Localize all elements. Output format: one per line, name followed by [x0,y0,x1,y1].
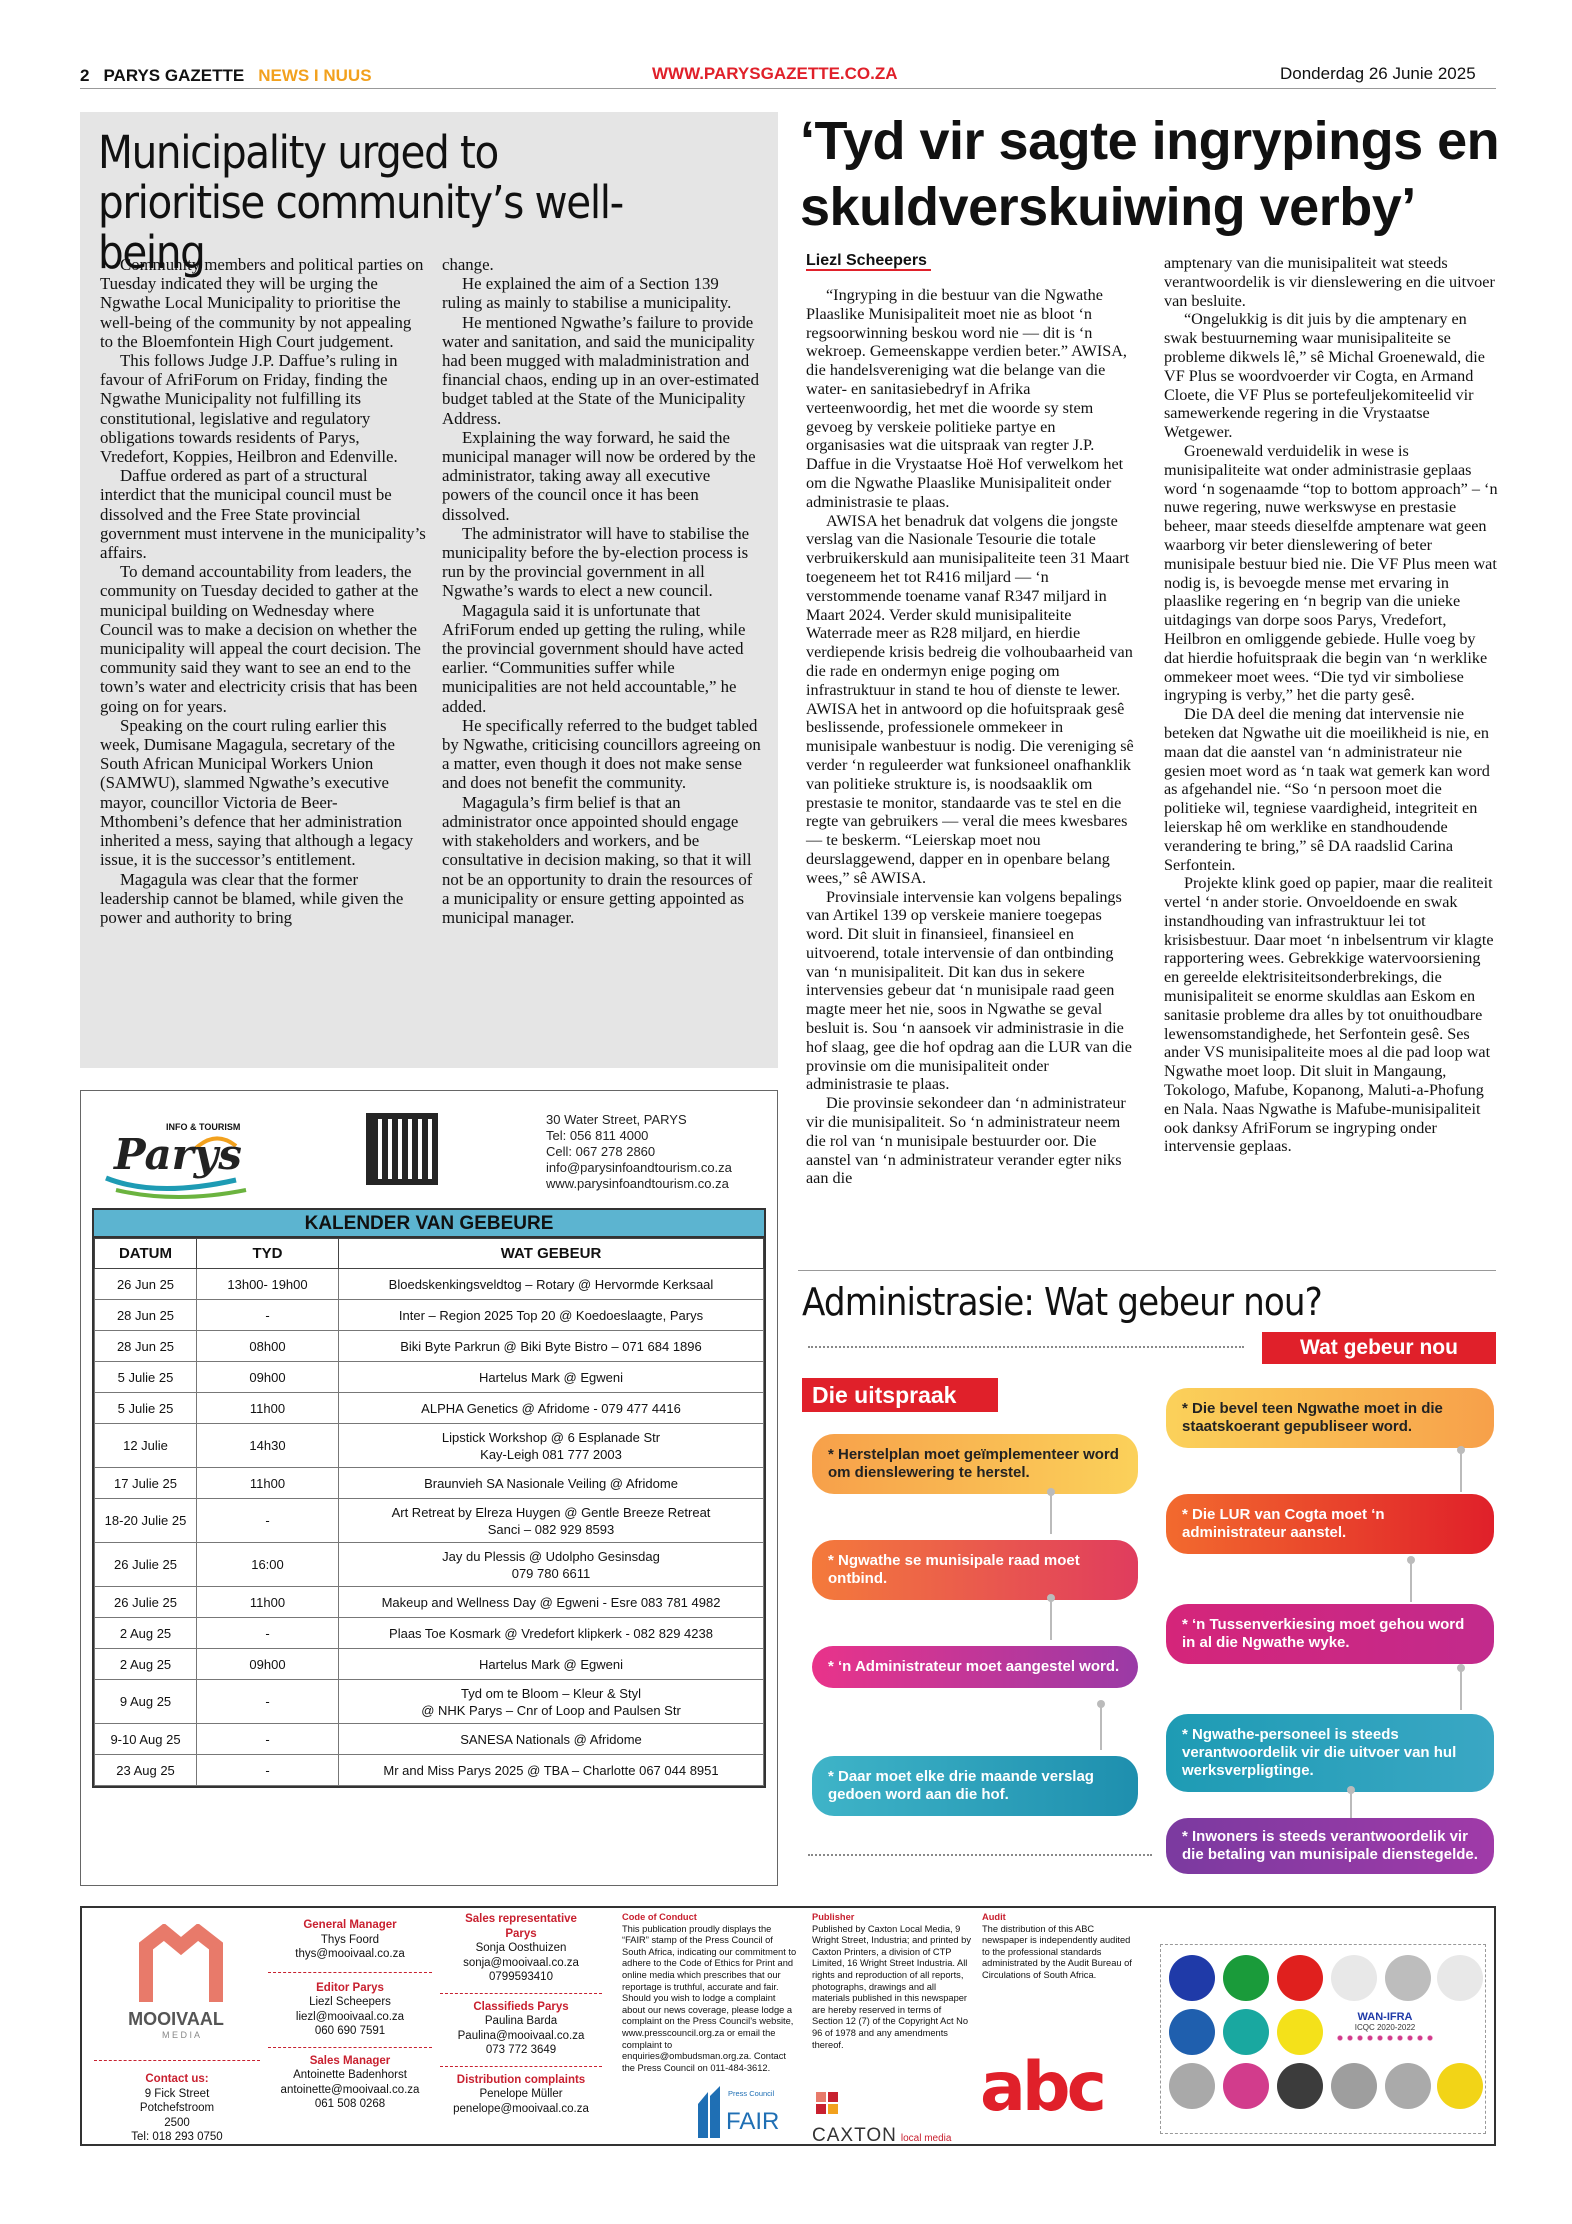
cl-title: Classifieds Parys [473,2000,569,2013]
contact-line: Tel: 018 293 0750 [131,2131,223,2143]
event-desc: Art Retreat by Elreza Huygen @ Gentle Breeze Retreat Sanci – 082 929 8593 [339,1499,764,1543]
paragraph: He mentioned Ngwathe’s failure to provide water and sanitation, and said the municipality had been mugged with maladministration and financial chaos, ending up in an over-estimated budget tabled at the State of the Municipality Address. [442,312,759,428]
contact-line: 2500 [164,2116,190,2129]
ruling-card-4: * Daar moet elke drie maande verslag gedoen word aan die hof. [812,1756,1138,1816]
pub-text: Published by Caxton Local Media, 9 Wright Street, Industria; and printed by Caxton Printers, a division of CTP Limited, 16 Wright Street Industria. All rights and reproduction of all reports, photographs, drawings and all materials published in this newspaper are hereby reserved in terms of Section 12 (7) of the Copyright Act No 96 of 1978 and any amendments thereof. [812,1923,971,2050]
paragraph: Magagula said it is unfortunate that AfriForum ended up getting the ruling, while the provincial government should have acted earlier. “Communities suffer while municipalities are not held accountable,” he added. [442,600,746,716]
event-time: 16:00 [197,1543,339,1587]
paragraph: Provinsiale intervensie kan volgens bepalings van Artikel 139 op verskeie maniere toegepas word. Dit sluit in finansieel, finansieel en uitvoerend, totale intervensie of dan ontbinding van ‘n munisipaliteit. Dit kan dus in sekere intervensies gebeur dat ‘n munisipale raad geen magte meer het nie, soos in Ngwathe se geval besluit is. Sou ‘n aansoek vir administrasie in die hof slaag, gee die hof opdrag aan die LUR van die provinsie om die munisipaliteit onder administrasie te plaas. [806,887,1132,1094]
aud-title: Audit [982,1912,1006,1922]
dc-email[interactable]: penelope@mooivaal.co.za [453,2102,589,2115]
fair-stamp: FAIR [726,2108,780,2135]
left-label: Die uitspraak [802,1378,998,1412]
byline [806,252,931,270]
event-time: 08h00 [197,1331,339,1362]
event-time: 11h00 [197,1587,339,1618]
coc-text: This publication proudly displays the “FAIR” stamp of the Press Council of South Africa, indicating our commitment to adhere to the Code of Ethics for Print and online media which prescribes that our reportage is truthful, accurate and fair. Should you wish to lodge a complaint about our news coverage, please lodge a complaint on the Press Council’s website, www.presscouncil.org.za or email the complaint to enquiries@ombudsman.org.za. Contact the Press Council on 011-484-3612. [622,1923,797,2073]
ruling-card-2: * Ngwathe se munisipale raad moet ontbind. [812,1540,1138,1600]
mini-dots [1335,2035,1435,2041]
connector [1050,1598,1052,1640]
event-desc: Biki Byte Parkrun @ Biki Byte Bistro – 071 684 1896 [339,1331,764,1362]
sep [268,2047,432,2048]
infographic-rule [798,1270,1496,1271]
aud-text: The distribution of this ABC newspaper is independently audited to the professional standards administrated by the Audit Bureau of Circulations of South Africa. [982,1923,1132,1980]
sep [440,2066,602,2067]
event-time: - [197,1680,339,1724]
folio [80,66,372,86]
paragraph: He specifically referred to the budget tabled by Ngwathe, criticising councillors agreeing on a matter, even though it does not make sense and does not benefit the community. [442,715,761,793]
color-bar [1160,1944,1486,2134]
tourism-email[interactable]: info@parysinfoandtourism.co.za [546,1160,732,1175]
event-date: 23 Aug 25 [95,1755,197,1786]
event-date: 2 Aug 25 [95,1618,197,1649]
publisher [812,1912,974,2051]
tourism-contact [546,1112,732,1192]
caxton-icon [812,2090,848,2120]
calendar-row [95,1269,764,1300]
article-en-col1 [100,255,426,927]
next-card-4: * Ngwathe-personeel is steeds verantwoordelik vir die uitvoer van hul werksverpligtinge. [1166,1714,1494,1792]
ruling-card-3: * ‘n Administrateur moet aangestel word. [812,1646,1138,1688]
paper-name: PARYS GAZETTE [103,66,245,85]
event-desc: Bloedskenkingsveldtog – Rotary @ Hervormde Kerksaal [339,1269,764,1300]
calendar-row [95,1393,764,1424]
event-time: 11h00 [197,1468,339,1499]
code-of-conduct [622,1912,798,2074]
calendar-row [95,1724,764,1755]
article-af-col1 [806,286,1136,1188]
swatch [1331,2063,1377,2109]
ed-title: Editor Parys [316,1981,384,1994]
cl-tel: 073 772 3649 [485,2044,557,2056]
paragraph: Daffue ordered as part of a structural interdict that the municipal council must be dissolved and the Free State provincial government must intervene in the municipality’s affairs. [100,466,426,563]
brand-sub: M E D I A [161,2030,200,2040]
sep [268,1972,432,1973]
tourism-tel: Tel: 056 811 4000 [546,1128,649,1143]
event-desc: Hartelus Mark @ Egweni [339,1362,764,1393]
swatch [1223,2009,1269,2055]
article-en-title: Municipality urged to prioritise community’s well-being [98,126,623,279]
page-number: 2 [80,66,90,85]
press-council-icon [694,2086,724,2138]
event-time: 11h00 [197,1393,339,1424]
calendar-row [95,1424,764,1468]
staff-col-2 [440,1912,602,2116]
brand-name: MOOIVAAL [128,2009,224,2029]
dotted-rule-top [808,1346,1244,1348]
event-time: - [197,1618,339,1649]
icqc-text: ICQC 2020-2022 [1354,2023,1416,2032]
gm-name: Thys Foord [320,1933,380,1946]
mooivaal-logo [126,1924,236,2040]
event-desc: Braunvieh SA Nasionale Veiling @ Afridome [339,1468,764,1499]
dc-title: Distribution complaints [456,2073,586,2086]
event-date: 28 Jun 25 [95,1331,197,1362]
paragraph: Die provinsie sekondeer dan ‘n administrateur vir die munisipaliteit. So ‘n administrateur neem die rol van ‘n munisipale bestuurder oor. Die aanstel van ‘n administrateur verander egter niks aan die [806,1094,1126,1188]
contact-line: Potchefstroom [139,2102,215,2114]
paragraph: To demand accountability from leaders, the community on Tuesday decided to gather at the municipal building on Wednesday where Council was to make a decision on whether the municipality will appeal the court decision. The community said they want to see an end to the town’s water and electricity crisis that has been going on for years. [100,562,421,716]
sm-title: Sales Manager [309,2054,391,2067]
paragraph: “Ongelukkig is dit juis by die amptenary en swak bestuurneming waar munisipaliteite se probleme dikwels lê,” sê Michal Groenewald, die VF Plus se woordvoerder vir Cogta, en Armand Cloete, die VF Plus se portefeuljekomiteelid vir samewerkende regering in die Vrystaatse Wetgewer. [1164,310,1485,442]
event-date: 5 Julie 25 [95,1362,197,1393]
header-rule [80,88,1496,89]
paragraph: Community members and political parties on Tuesday indicated they will be urging the Ngwathe Local Municipality to prioritise the well-being of the community by not appealing to the Bloemfontein High Court judgement. [100,255,424,351]
connector [1100,1704,1102,1750]
swatch [1437,1955,1483,2001]
tourism-address: 30 Water Street, PARYS [546,1112,687,1127]
swatch [1385,1955,1431,2001]
dotted-rule-bottom [808,1854,1152,1856]
event-date: 2 Aug 25 [95,1649,197,1680]
event-date: 9-10 Aug 25 [95,1724,197,1755]
paragraph: Speaking on the court ruling earlier this week, Dumisane Magagula, secretary of the South African Municipal Workers Union (SAMWU), slammed Ngwathe’s executive mayor, councillor Victoria de Beer-Mthombeni’s defence that her administration inherited a mess, saying that although a legacy issue, it is the successor’s entitlement. [100,715,414,870]
issue-date: Donderdag 26 Junie 2025 [1280,64,1476,83]
audit [982,1912,1134,1982]
logo-word: Parys [114,1130,242,1179]
next-card-1: * Die bevel teen Ngwathe moet in die staatskoerant gepubliseer word. [1166,1388,1494,1448]
sm-tel: 061 508 0268 [314,2098,386,2110]
calendar-row [95,1362,764,1393]
swatch [1277,2063,1323,2109]
caxton-word: CAXTON [812,2125,897,2146]
site-url[interactable]: WWW.PARYSGAZETTE.CO.ZA [652,64,898,83]
calendar-row [95,1331,764,1362]
tourism-cell: Cell: 067 278 2860 [546,1144,656,1159]
swatch [1385,2063,1431,2109]
calendar-header: TYD [197,1239,339,1269]
calendar-row [95,1649,764,1680]
calendar-row [95,1499,764,1543]
event-desc: Tyd om te Bloom – Kleur & Styl @ NHK Parys – Cnr of Loop and Paulsen Str [339,1680,764,1724]
paragraph: The administrator will have to stabilise the municipality before the by-election process is run by the provincial government in all Ngwathe’s wards to elect a new council. [442,523,750,601]
paragraph: Magagula’s firm belief is that an administrator once appointed should engage with stakeholders and workers, and be consultative in decision making, so that it will not be an opportunity to drain the resources of a municipality or ensure getting appointed as municipal manager. [442,792,753,927]
event-desc: Lipstick Workshop @ 6 Esplanade Str Kay-Leigh 081 777 2003 [339,1424,764,1468]
pub-title: Publisher [812,1912,855,1922]
press-council-logo [694,2086,784,2138]
wan-text: WAN-IFRA [1357,2011,1413,2023]
event-date: 17 Julie 25 [95,1468,197,1499]
section-name: NEWS I NUUS [258,66,372,85]
event-time: - [197,1499,339,1543]
contact-title: Contact us: [145,2073,209,2085]
event-date: 12 Julie [95,1424,197,1468]
event-date: 26 Julie 25 [95,1543,197,1587]
calendar [92,1208,766,1788]
calendar-table [94,1238,764,1786]
paragraph: Projekte klink goed op papier, maar die realiteit vertel ‘n ander storie. Onvoeldoende en swak instandhouding van infrastruktuur lei tot krisisbestuur. Daar moet ‘n inbelsentrum vir klagte rapportering wees. Gebrekkige watervoorsiening en gereelde elektrisiteitsonderbrekings, die munisipaliteit se enorme skuldlas aan Eskom en sanitasie probleme dra alles by tot onuithoudbare lewensomstandighede, het Serfontein gesê. Ses ander VS munisipaliteite moes al die pad loop wat Ngwathe moet loop. Dit sluit in Mangaung, Tokologo, Mafube, Kopanong, Maluti-a-Phofung en Nala. Naas Ngwathe is Mafube-munisipaliteit ook danksy AfriForum se ingryping onder intervensie geplaas. [1164,874,1494,1156]
event-desc: SANESA Nationals @ Afridome [339,1724,764,1755]
ruling-card-1: * Herstelplan moet geïmplementeer word om dienslewering te herstel. [812,1434,1138,1494]
event-time: - [197,1724,339,1755]
contact-line: 9 Fick Street [144,2087,210,2100]
event-date: 26 Julie 25 [95,1587,197,1618]
swatch [1169,1955,1215,2001]
qr-code-icon[interactable] [366,1113,438,1185]
swatch [1277,2009,1323,2055]
cl-email[interactable]: Paulina@mooivaal.co.za [457,2029,585,2042]
sep [440,1993,602,1994]
paragraph: Explaining the way forward, he said the municipal manager will now be ordered by the administrator, taking away all executive powers of the council once it has been dissolved. [442,427,756,524]
connector [1460,1450,1462,1492]
infographic-title: Administrasie: Wat gebeur nou? [802,1280,1322,1324]
swatch [1277,1955,1323,2001]
caxton-logo [812,2090,982,2147]
calendar-header: DATUM [95,1239,197,1269]
article-en-col2 [442,255,762,927]
event-date: 5 Julie 25 [95,1393,197,1424]
connector [1460,1668,1462,1710]
calendar-row [95,1468,764,1499]
event-date: 28 Jun 25 [95,1300,197,1331]
event-time: - [197,1300,339,1331]
wan-ifra-logo [1335,2011,1435,2041]
event-desc: Makeup and Wellness Day @ Egweni - Esre 083 781 4982 [339,1587,764,1618]
event-desc: Inter – Region 2025 Top 20 @ Koedoeslaagte, Parys [339,1300,764,1331]
sr-title: Sales representative Parys [465,1913,577,1940]
ed-email[interactable]: liezl@mooivaal.co.za [295,2010,405,2023]
next-card-5: * Inwoners is steeds verantwoordelik vir die betaling van munisipale dienstegelde. [1166,1818,1494,1874]
paragraph: change. [442,255,494,274]
article-af-title: ‘Tyd vir sagte ingrypings en skuldverskuiwing verby’ [800,111,1500,237]
right-label: Wat gebeur nou [1262,1332,1496,1364]
event-desc: ALPHA Genetics @ Afridome - 079 477 4416 [339,1393,764,1424]
paragraph: AWISA het benadruk dat volgens die jongste verslag van die Nasionale Tesourie die totale verbruikerskuld aan munisipaliteite teen 31 Maart toegeneem het tot R416 miljard — ‘n verstommende toename vanaf R347 miljard in Maart 2024. Verder skuld munisipaliteite Waterrade meer as R28 miljard, en hierdie verdiepende krisis bedreig die volhoubaarheid van die rade en ondermyn enige poging om infrastruktuur in stand te hou of dienste te lewer. AWISA het in antwoord op die hofuitspraak gesê beslissende, professionele ommekeer in munisipale wanbestuur is nodig. Die vereniging sê verder ‘n reguleerder wat funksioneel onafhanklik van politieke strukture is, is noodsaaklik om prestasie te monitor, standaarde vas te stel en die regte van gebruikers — veral die mees kwesbares — te beskerm. “Leierskap moet nou deurslaggewend, dapper en in openbare belang wees,” sê AWISA. [806,511,1134,887]
calendar-row [95,1587,764,1618]
gm-title: General Manager [303,1919,397,1931]
calendar-row [95,1300,764,1331]
paragraph: amptenary van die munisipaliteit wat steeds verantwoordelik is vir dienslewering en die uitvoer van besluite. [1164,254,1495,310]
swatch [1223,2063,1269,2109]
event-desc: Mr and Miss Parys 2025 @ TBA – Charlotte 067 044 8951 [339,1755,764,1786]
sr-tel: 0799593410 [489,1971,553,1983]
event-desc: Hartelus Mark @ Egweni [339,1649,764,1680]
caxton-sub: local media [900,2133,952,2144]
sm-email[interactable]: antoinette@mooivaal.co.za [280,2083,420,2096]
event-desc: Jay du Plessis @ Udolpho Gesinsdag 079 780 6611 [339,1543,764,1587]
swatch [1437,2063,1483,2109]
sr-name: Sonja Oosthuizen [475,1942,567,1954]
sm-name: Antoinette Badenhorst [293,2069,407,2081]
cl-name: Paulina Barda [484,2015,558,2027]
calendar-header: WAT GEBEUR [339,1239,764,1269]
paragraph: This follows Judge J.P. Daffue’s ruling in favour of AfriForum on Friday, finding the Ngwathe Municipality not fulfilling its constitutional, legislative and regulatory obligations towards residents of Parys, Vredefort, Koppies, Heilbron and Edenville. [100,351,398,467]
logo-tag: INFO & TOURISM [166,1122,241,1132]
swatch [1223,1955,1269,2001]
paragraph: He explained the aim of a Section 139 ruling as mainly to stabilise a municipality. [442,274,732,313]
dc-name: Penelope Müller [479,2088,563,2100]
swatch [1169,2009,1215,2055]
connector [1410,1560,1412,1602]
event-time: - [197,1755,339,1786]
event-date: 18-20 Julie 25 [95,1499,197,1543]
swatch [1331,1955,1377,2001]
ed-tel: 060 690 7591 [314,2025,386,2037]
paragraph: Die DA deel die mening dat intervensie nie beteken dat Ngwathe uit die moeilikheid is nie, en maan dat die aanstel van ‘n administrateur nie gesien moet word as ‘n taak wat gemerk kan word as afgehandel nie. “So ‘n persoon moet die politieke wil, tegniese vaardigheid, integriteit en leierskap hê om werklike en standhoudende verandering te bring,” sê DA raadslid Carina Serfontein. [1164,705,1490,874]
event-date: 9 Aug 25 [95,1680,197,1724]
calendar-row [95,1543,764,1587]
event-time: 14h30 [197,1424,339,1468]
next-card-3: * ‘n Tussenverkiesing moet gehou word in al die Ngwathe wyke. [1166,1604,1494,1664]
calendar-title: KALENDER VAN GEBEURE [94,1210,764,1238]
event-time: 09h00 [197,1362,339,1393]
sr-email[interactable]: sonja@mooivaal.co.za [463,1956,579,1969]
paragraph: Groenewald verduidelik in wese is munisipaliteite wat onder administrasie geplaas word ‘n sogenaamde “top to bottom approach” – ‘n nuwe regering, nuwe werkswyse en prestasie beheer, maar steeds dieselfde amptenare wat geen waarborg vir beter dienslewering of beter munisipale bestuur bied nie. Die VF Plus meen wat nodig is, is bevoegde mense met ervaring in plaaslike regering en ‘n begrip van die unieke uitdagings van dorpe soos Parys, Vredefort, Heilbron en omliggende gebiede. Hulle voeg by dat hierdie hofuitspraak die begin van ‘n werklike ommekeer moet wees. “Die tyd vir simboliese ingryping is verby,” het die party gesê. [1164,441,1498,705]
byline-name: Liezl Scheepers [806,252,931,271]
mooivaal-logo-icon [136,1924,226,2004]
event-date: 26 Jun 25 [95,1269,197,1300]
calendar-row [95,1680,764,1724]
abc-logo: abc [980,2048,1103,2127]
tourism-web[interactable]: www.parysinfoandtourism.co.za [546,1176,729,1191]
paragraph: Magagula was clear that the former leadership cannot be blamed, while given the power and authority to bring [100,869,404,927]
calendar-row [95,1755,764,1786]
gm-email[interactable]: thys@mooivaal.co.za [295,1948,405,1960]
footer-divider [94,2060,260,2061]
next-card-2: * Die LUR van Cogta moet ‘n administrateur aanstel. [1166,1494,1494,1554]
event-time: 09h00 [197,1649,339,1680]
coc-title: Code of Conduct [622,1912,697,1922]
staff-col-1 [268,1918,432,2112]
event-time: 13h00- 19h00 [197,1269,339,1300]
contact-block [94,2072,260,2145]
press-council-small: Press Council [728,2089,775,2098]
calendar-row [95,1618,764,1649]
event-desc: Plaas Toe Kosmark @ Vredefort klipkerk - 082 829 4238 [339,1618,764,1649]
ed-name: Liezl Scheepers [309,1996,391,2008]
tourism-logo [96,1108,276,1208]
connector [1050,1492,1052,1534]
paragraph: “Ingryping in die bestuur van die Ngwathe Plaaslike Munisipaliteit moet nie as bloot ‘n regsoorwinning beskou word nie — dit is ‘n wekroep. Gemeenskappe verdien beter.” AWISA, die handelsvereniging wat die belange van die water- en sanitasiebedryf in Afrika verteenwoordig, het met die woorde sy stem gevoeg by verskeie politieke partye en organisasies wat die uitspraak van regter J.P. Daffue in die Vrystaatse Hoë Hof verwelkom het om die Ngwathe Plaaslike Munisipaliteit onder administrasie te plaas. [806,286,1127,511]
article-af-col2 [1164,254,1498,1156]
swatch [1169,2063,1215,2109]
